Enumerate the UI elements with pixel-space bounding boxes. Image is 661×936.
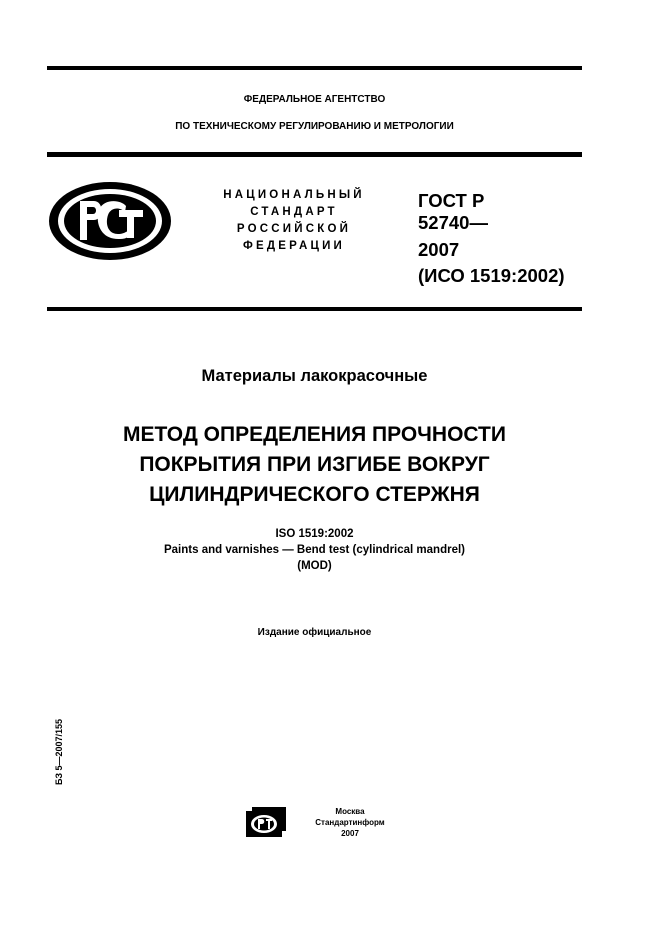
- document-title: [47, 420, 582, 510]
- national-standard-line-1: НАЦИОНАЛЬНЫЙ: [223, 189, 365, 201]
- designation-line-4: (ИСО 1519:2002): [418, 265, 565, 286]
- iso-code: ISO 1519:2002: [275, 528, 354, 540]
- title-line-3: ЦИЛИНДРИЧЕСКОГО СТЕРЖНЯ: [149, 483, 480, 506]
- header-rule: [47, 152, 582, 157]
- document-subtitle: Материалы лакокрасочные: [201, 367, 428, 385]
- designation-line-3: 2007: [418, 239, 460, 260]
- iso-modification: (MOD): [297, 560, 332, 572]
- standartinform-logo-icon: [244, 807, 286, 839]
- title-line-2: ПОКРЫТИЯ ПРИ ИЗГИБЕ ВОКРУГ: [139, 453, 490, 476]
- edition-label: Издание официальное: [257, 627, 372, 638]
- iso-name: Paints and varnishes — Bend test (cylindrical mandrel): [163, 544, 465, 556]
- designation-line-2: 52740—: [418, 212, 488, 233]
- publisher-name: Стандартинформ: [315, 818, 385, 827]
- side-code: [54, 690, 66, 790]
- rst-certification-logo-icon: [47, 180, 173, 262]
- iso-reference: [47, 526, 582, 574]
- designation-line-1: ГОСТ Р: [418, 190, 485, 211]
- top-rule: [47, 66, 582, 70]
- publisher-block: [310, 806, 390, 839]
- agency-line-1: ФЕДЕРАЛЬНОЕ АГЕНТСТВО: [243, 94, 386, 105]
- national-standard-line-2: СТАНДАРТ: [250, 206, 338, 218]
- publisher-city: Москва: [335, 807, 365, 816]
- publisher-year: 2007: [341, 829, 359, 838]
- national-standard-line-4: ФЕДЕРАЦИИ: [242, 240, 346, 252]
- national-standard-line-3: РОССИЙСКОЙ: [236, 223, 352, 235]
- side-code-text: БЗ 5—2007/155: [54, 718, 64, 785]
- title-line-1: МЕТОД ОПРЕДЕЛЕНИЯ ПРОЧНОСТИ: [123, 423, 506, 446]
- agency-line-2: ПО ТЕХНИЧЕСКОМУ РЕГУЛИРОВАНИЮ И МЕТРОЛОГИИ: [175, 121, 454, 132]
- designation-rule: [47, 307, 582, 311]
- national-standard-label: [196, 187, 392, 255]
- standard-designation: [418, 190, 565, 287]
